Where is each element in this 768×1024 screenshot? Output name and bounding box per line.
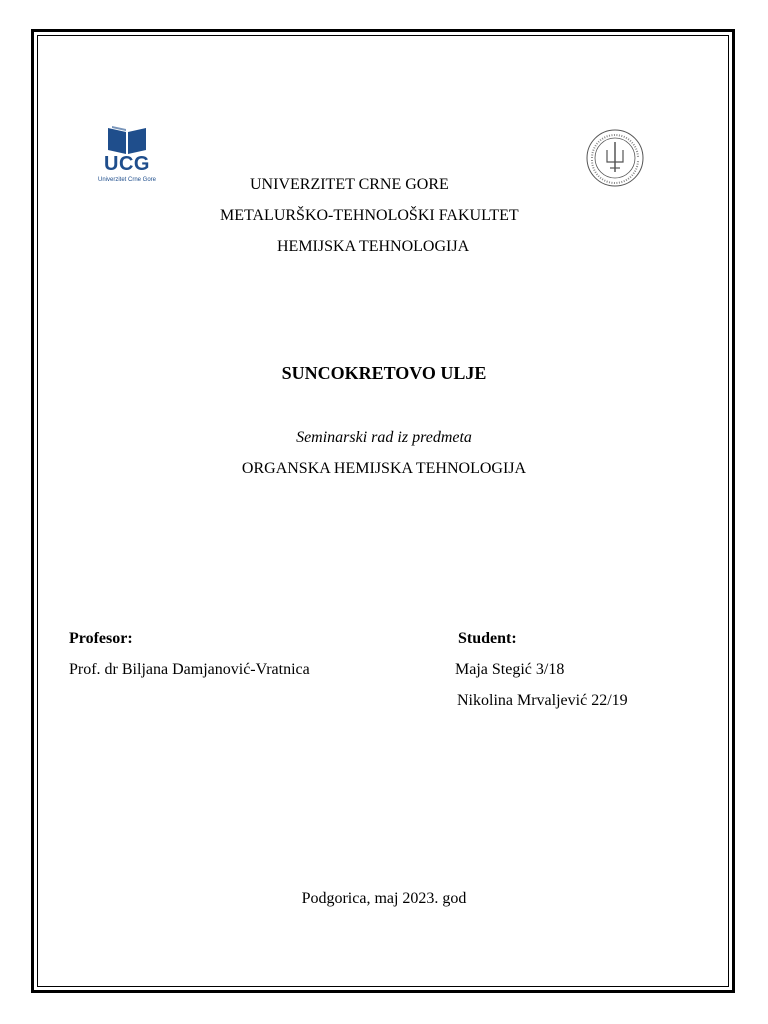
book-icon [72, 122, 182, 156]
university-name: UNIVERZITET CRNE GORE [250, 176, 449, 193]
professor-label: Profesor: [69, 630, 133, 647]
faculty-seal-icon [584, 128, 646, 188]
student-label: Student: [458, 630, 517, 647]
professor-name: Prof. dr Biljana Damjanović-Vratnica [69, 661, 310, 678]
student-name: Maja Stegić 3/18 [455, 661, 565, 678]
course-name: ORGANSKA HEMIJSKA TEHNOLOGIJA [241, 460, 527, 477]
ucg-logo-subtitle: Univerzitet Crne Gore [97, 177, 157, 183]
department-name: HEMIJSKA TEHNOLOGIJA [277, 238, 470, 255]
student-name: Nikolina Mrvaljević 22/19 [457, 692, 628, 709]
document-subtitle: Seminarski rad iz predmeta [296, 429, 472, 446]
ucg-logo-text: UCG [104, 153, 150, 175]
ucg-logo [72, 122, 182, 190]
place-date: Podgorica, maj 2023. god [301, 890, 467, 907]
document-title: SUNCOKRETOVO ULJE [281, 363, 487, 383]
faculty-name: METALURŠKO-TEHNOLOŠKI FAKULTET [220, 207, 519, 224]
